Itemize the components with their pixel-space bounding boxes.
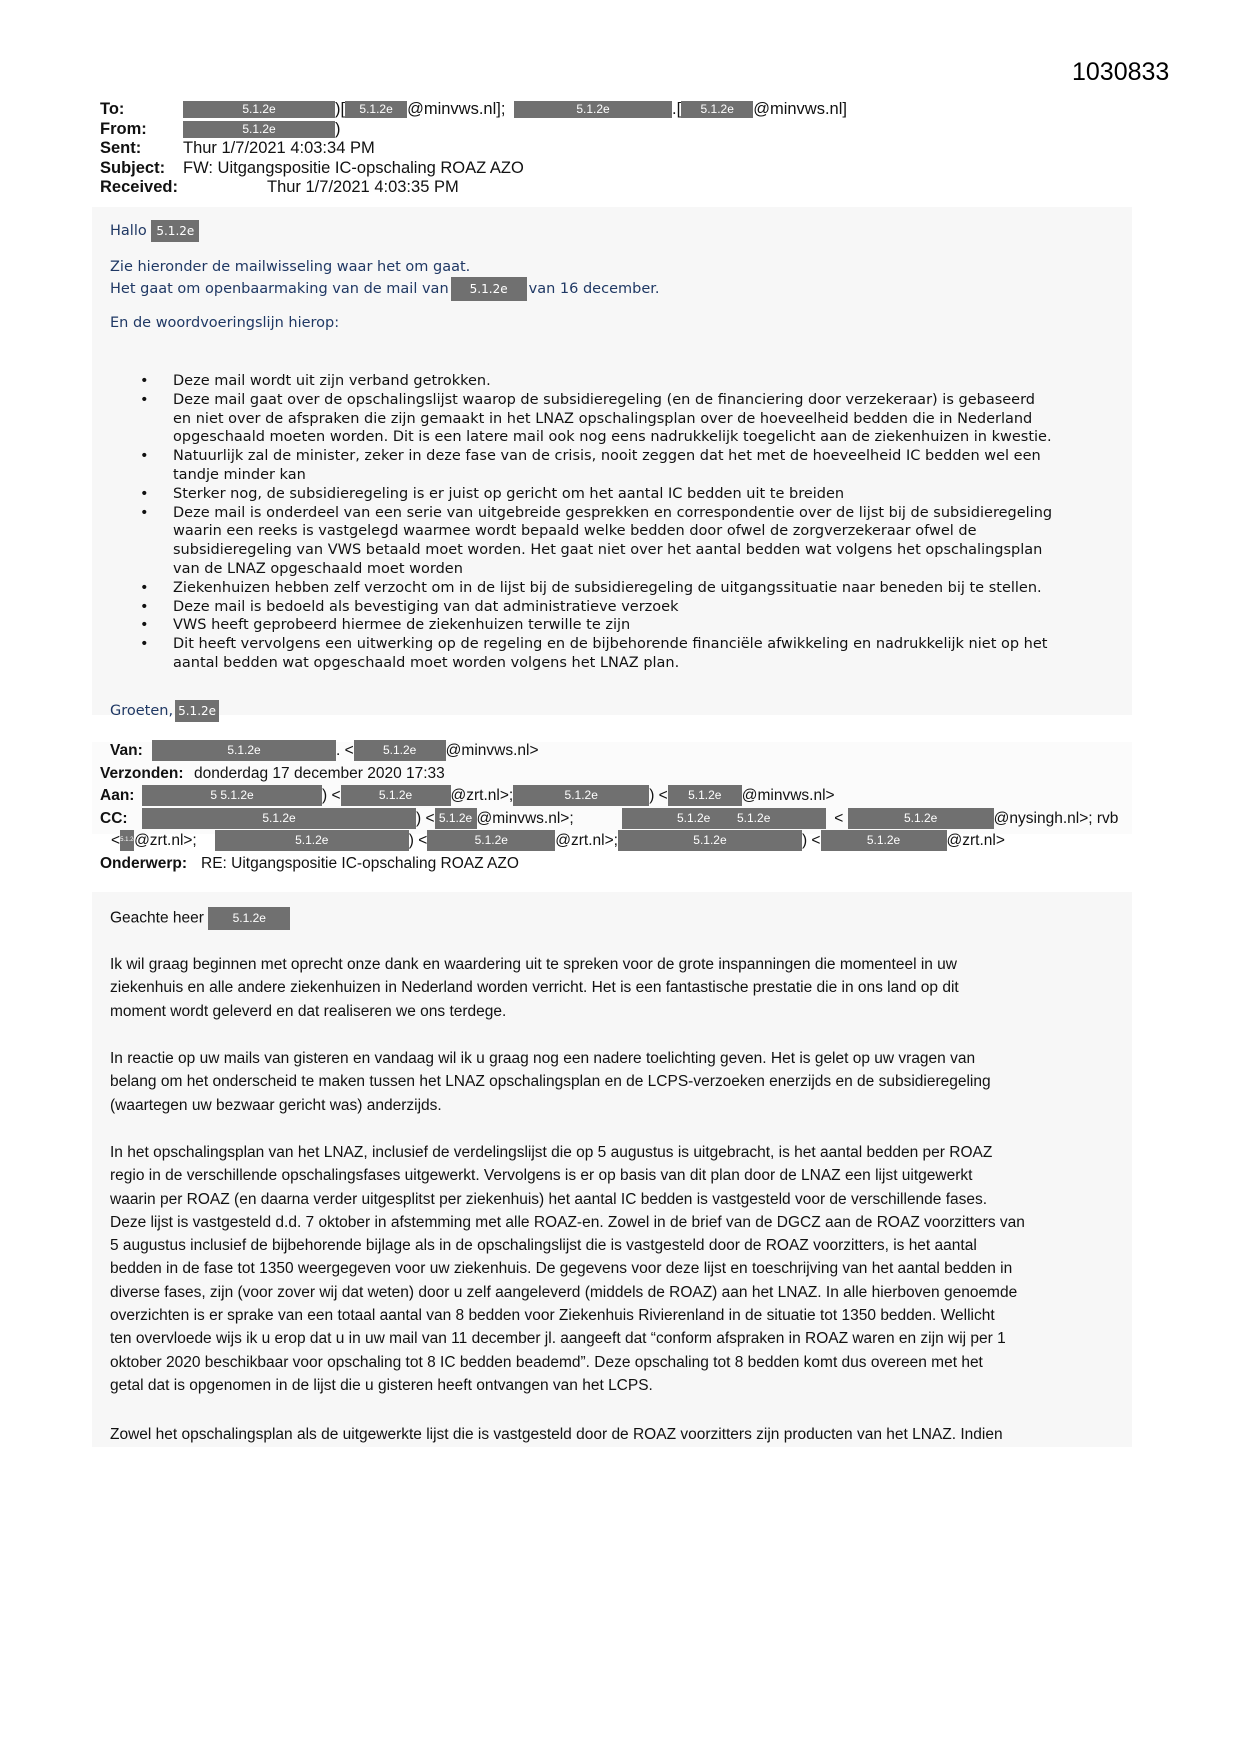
list-item: • Dit heeft vervolgens een uitwerking op de regeling en de bijbehorende financiële afwikkeling en nadrukkelijk niet op het aantal bedden wat opgeschaald moet worden volgens het LNAZ plan.: [140, 635, 1130, 673]
onderwerp-value: RE: Uitgangspositie IC-opschaling ROAZ AZO: [201, 854, 519, 872]
to-domain: @minvws.nl]: [753, 100, 847, 118]
redaction: 5.1.2e: [681, 101, 753, 118]
redaction: 5.1.2e 5.1.2e: [622, 808, 826, 829]
redaction: 5.1.2e: [451, 277, 527, 301]
redaction: 5.1.2e: [175, 700, 219, 722]
letter-paragraph: In het opschalingsplan van het LNAZ, inclusief de verdelingslijst die op 5 augustus is uitgebracht, is het aantal bedden per ROAZ regio in de verschillende opschalingsfases uitgewerkt. Vervolgens is er op basis van dit plan door de LNAZ een lijst uitgewerkt waarin per ROAZ (en daarna verder uitgesplitst per ziekenhuis) het aantal IC bedden is vastgesteld voor de verschillende fases. Deze lijst is vastgesteld d.d. 7 oktober in afstemming met alle ROAZ-en. Zowel in de brief van de DGCZ aan de ROAZ voorzitters van 5 augustus inclusief de bijbehorende bijlage als in de opschalingslijst die is vastgesteld door de ROAZ voorzitters, is het aantal bedden in de fase tot 1350 weergegeven voor uw ziekenhuis. De gegevens voor deze lijst en toeschrijving van het aantal bedden in diverse fases, zijn (voor zover wij dat weten) door u zelf aangeleverd (middels de ROAZ) aan het LNAZ. In alle hierboven genoemde overzichten is er sprake van een totaal aantal van 8 bedden voor Ziekenhuis Rivierenland in de situatie tot 1350 bedden. Wellicht ten overvloede wijs ik u erop dat u in uw mail van 11 december jl. aangeeft dat “conform afspraken in ROAZ waren en zijn wij per 1 oktober 2020 beschikbaar voor opschaling tot 8 IC bedden beademd”. Deze opschaling tot 8 bedden komt dus overeen met het getal dat is opgenomen in de lijst die u gisteren heeft ontvangen van het LCPS.: [110, 1144, 1025, 1394]
from-label: From:: [100, 119, 147, 138]
redaction: 5.1.2e: [183, 121, 335, 138]
sent-value: Thur 1/7/2021 4:03:34 PM: [183, 139, 375, 157]
list-item: • Natuurlijk zal de minister, zeker in deze fase van de crisis, nooit zeggen dat het met de hoeveelheid IC bedden wel een tandje minder kan: [140, 447, 1130, 485]
list-item: • Sterker nog, de subsidieregeling is er juist op gericht om het aantal IC bedden uit te breiden: [140, 485, 1130, 504]
greeting: Hallo 5.1.2e: [110, 220, 199, 242]
redaction: 5.1.2e: [215, 830, 409, 851]
redaction: 5.1.2e: [354, 740, 446, 761]
van-domain: @minvws.nl>: [445, 742, 539, 759]
list-item: • Deze mail is onderdeel van een serie van uitgebreide gesprekken en correspondentie over de lijst bij de subsidieregeling waarin een reeks is vastgelegd waarmee wordt bepaald welke bedden door ofwel de zorgverzekeraar ofwel de subsidieregeling van VWS betaald moet worden. Het gaat niet over het aantal bedden wat volgens het opschalingsplan van de LNAZ opgeschaald moet worden: [140, 504, 1130, 579]
redaction: 5.1.2e: [514, 101, 672, 118]
verzonden-value: donderdag 17 december 2020 17:33: [194, 764, 445, 782]
letter-paragraph: In reactie op uw mails van gisteren en vandaag wil ik u graag nog een nadere toelichting geven. Het is gelet op uw vragen van belang om het onderscheid te maken tussen het LNAZ opschalingsplan en de LCPS-verzoeken enerzijds en de subsidieregeling (waartegen uw bezwaar gericht was) anderzijds.: [110, 1050, 991, 1114]
redaction: 5.1.2e: [618, 830, 802, 851]
letter-paragraph: Ik wil graag beginnen met oprecht onze dank en waardering uit te spreken voor de grote inspanningen die momenteel in uw ziekenhuis en alle andere ziekenhuizen in Nederland worden verricht. Het is een fantastische prestatie die in ons land op dit moment wordt geleverd en dat realiseren we ons terdege.: [110, 956, 959, 1020]
subject-value: FW: Uitgangspositie IC-opschaling ROAZ AZO: [183, 158, 524, 177]
onderwerp-label: Onderwerp:: [100, 854, 187, 872]
sent-label: Sent:: [100, 139, 142, 157]
bullet-list: [140, 372, 1130, 673]
redaction: 5.1.2e: [183, 101, 335, 118]
to-label: To:: [100, 100, 125, 118]
verzonden-label: Verzonden:: [100, 764, 184, 782]
letter-paragraph: Zowel het opschalingsplan als de uitgewerkte lijst die is vastgesteld door de ROAZ voorzitters zijn producten van het LNAZ. Indien: [110, 1426, 1003, 1443]
van-label: Van:: [110, 742, 143, 759]
redaction: 5.1.2e: [208, 907, 290, 930]
received-label: Received:: [100, 178, 178, 196]
received-value: Thur 1/7/2021 4:03:35 PM: [267, 178, 459, 196]
list-item: • Deze mail gaat over de opschalingslijst waarop de subsidieregeling (en de financiering door verzekeraar) is gebaseerd en niet over de afspraken die zijn gemaakt in het LNAZ opschalingsplan over de hoeveelheid bedden die in Nederland opgeschaald moeten worden. Dit is een latere mail ook nog eens nadrukkelijk toegelicht aan de ziekenhuizen in kwestie.: [140, 391, 1130, 447]
cc-label: CC:: [100, 809, 128, 827]
subject-label: Subject:: [100, 158, 166, 177]
list-item: • Deze mail wordt uit zijn verband getrokken.: [140, 372, 1130, 391]
redaction: 5.1.2e: [142, 808, 416, 829]
redaction: 5.1.2e: [345, 101, 407, 118]
redaction: 5.1.2e: [152, 740, 336, 761]
woordvoeringslijn-intro: En de woordvoeringslijn hierop:: [110, 315, 340, 331]
list-item: • VWS heeft geprobeerd hiermee de ziekenhuizen terwille te zijn: [140, 616, 1130, 635]
redaction: 5.1.2e: [151, 220, 199, 242]
list-item: • Ziekenhuizen hebben zelf verzocht om in de lijst bij de subsidieregeling de uitgangssituatie naar beneden bij te stellen.: [140, 579, 1130, 598]
redaction: 5 5.1.2e: [142, 785, 322, 806]
redaction: 5.1.2e: [427, 830, 555, 851]
redaction: 5.1.2e: [513, 785, 649, 806]
redaction: 5.1.2e: [821, 830, 947, 851]
redaction: 5.1.2e: [435, 808, 477, 829]
closing: Groeten, 5.1.2e: [110, 700, 219, 722]
redaction: 5.1.2e: [668, 785, 742, 806]
redaction: 5.1.2e: [120, 830, 134, 851]
intro: Zie hieronder de mailwisseling waar het om gaat. Het gaat om openbaarmaking van de mail van 5.1.2e van 16 december.: [110, 258, 659, 301]
aan-label: Aan:: [100, 787, 135, 804]
to-domain: @minvws.nl];: [407, 100, 506, 118]
redaction: 5.1.2e: [341, 785, 451, 806]
list-item: • Deze mail is bedoeld als bevestiging van dat administratieve verzoek: [140, 598, 1130, 617]
document-number: 1030833: [1072, 58, 1170, 86]
salutation: Geachte heer 5.1.2e: [110, 907, 290, 930]
redaction: 5.1.2e: [848, 808, 994, 829]
